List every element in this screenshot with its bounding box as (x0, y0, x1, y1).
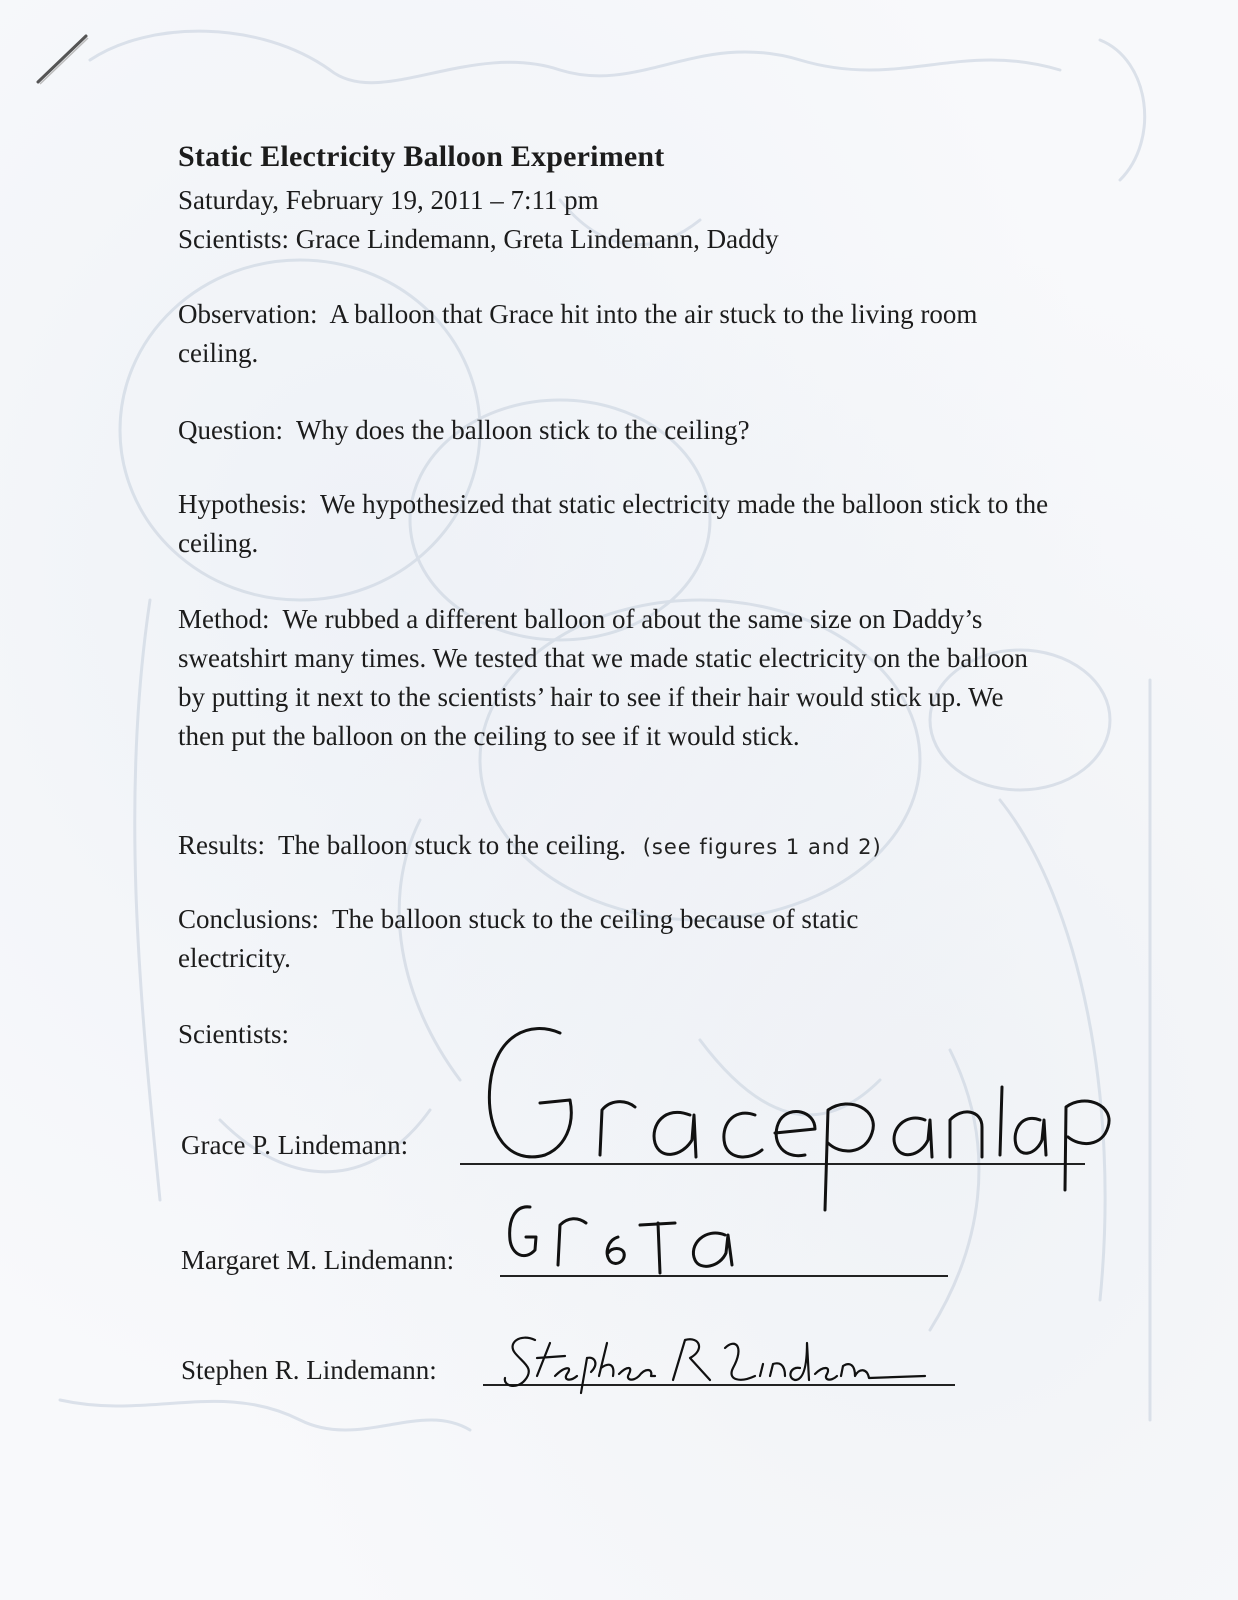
results-label: Results: (178, 830, 266, 860)
observation-label: Observation: (178, 299, 318, 329)
method-label: Method: (178, 604, 270, 634)
method-section (178, 600, 1028, 756)
method-text: We rubbed a different balloon of about the same size on Daddy’s sweatshirt many times. We tested that we made static electricity on the balloon by putting it next to the scientists’ hair to see if their hair would stick up. We then put the balloon on the ceiling to see if it would stick. (178, 604, 1028, 751)
conclusions-label: Conclusions: (178, 904, 320, 934)
scientists-header: Scientists: Grace Lindemann, Greta Lindemann, Daddy (178, 224, 779, 254)
signer-label-margaret: Margaret M. Lindemann: (181, 1245, 455, 1275)
signature-margaret (500, 1195, 760, 1285)
hypothesis-text: We hypothesized that static electricity made the balloon stick to the ceiling. (178, 489, 1049, 558)
observation-text: A balloon that Grace hit into the air stuck to the living room ceiling. (178, 299, 978, 368)
hypothesis-label: Hypothesis: (178, 489, 308, 519)
staple-mark-icon (30, 28, 94, 92)
hypothesis-section (178, 485, 1058, 563)
signatures-heading: Scientists: (178, 1019, 290, 1049)
document-title: Static Electricity Balloon Experiment (178, 140, 665, 173)
question-text: Why does the balloon stick to the ceiling? (296, 415, 750, 445)
conclusions-text: The balloon stuck to the ceiling because of static electricity. (178, 904, 859, 973)
document-date: Saturday, February 19, 2011 – 7:11 pm (178, 185, 599, 215)
signer-label-grace: Grace P. Lindemann: (181, 1130, 409, 1160)
results-section (178, 826, 1058, 867)
signature-stephen (495, 1328, 935, 1408)
conclusions-section (178, 900, 978, 978)
question-section (178, 411, 1058, 450)
question-label: Question: (178, 415, 283, 445)
signature-grace (470, 1015, 1120, 1215)
results-handwritten-note: (see figures 1 and 2) (642, 835, 882, 859)
observation-section (178, 295, 1058, 373)
results-text: The balloon stuck to the ceiling. (278, 830, 626, 860)
signer-label-stephen: Stephen R. Lindemann: (181, 1355, 437, 1385)
